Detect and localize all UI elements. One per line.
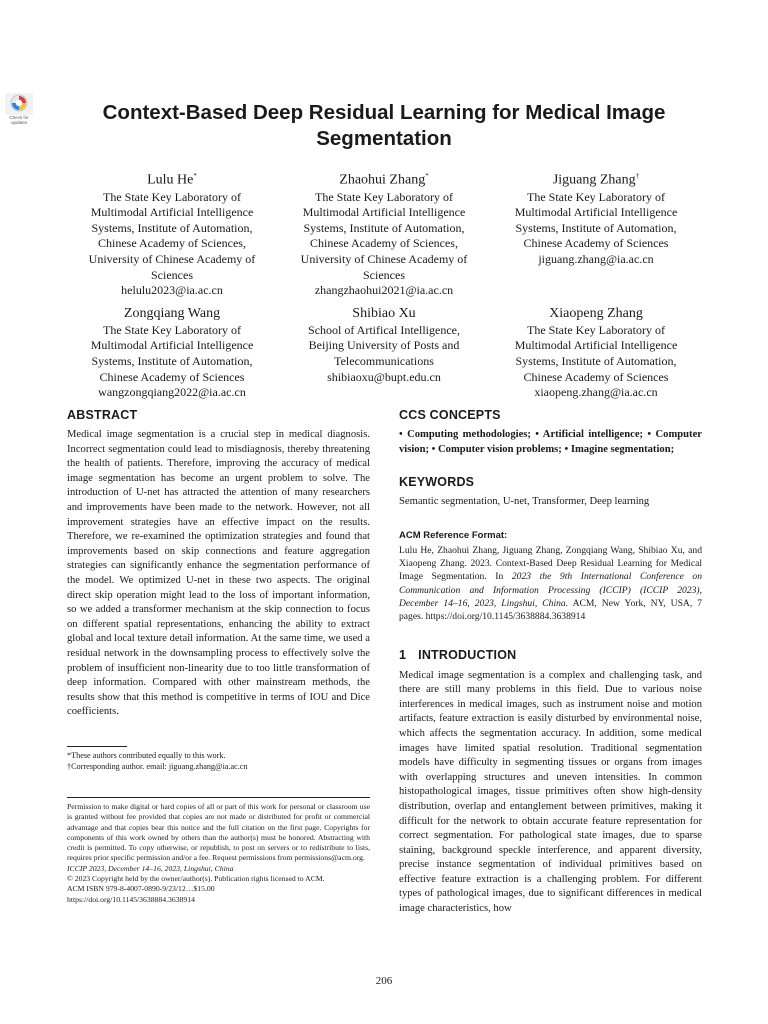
- affiliation-line: Multimodal Artificial Intelligence: [302, 205, 466, 220]
- reference-authors-title: Lulu He, Zhaohui Zhang, Jiguang Zhang, Zongqiang Wang, Shibiao Xu, and Xiaopeng Zhang. 2023. Context-Based Deep Residual Learning for Medical Image Segmentation. In: [399, 544, 702, 583]
- affiliation-line: Sciences: [151, 267, 193, 282]
- affiliation-line: Chinese Academy of Sciences: [523, 236, 669, 251]
- author-email[interactable]: shibiaoxu@bupt.edu.cn: [327, 369, 441, 384]
- permission-block: [67, 797, 370, 905]
- footnote-rule: [67, 746, 127, 747]
- author-email[interactable]: zhangzhaohui2021@ia.ac.cn: [314, 283, 454, 298]
- author-lulu-he: [66, 167, 278, 299]
- check-for-updates-icon: [5, 93, 33, 115]
- author-name-text: Zongqiang Wang: [123, 305, 221, 321]
- author-name-text: Shibiao Xu: [352, 305, 416, 321]
- isbn-line: ACM ISBN 979-8-4007-0890-9/23/12…$15.00: [67, 884, 215, 894]
- introduction-heading: [399, 648, 702, 662]
- affiliation-line: Systems, Institute of Automation,: [515, 220, 677, 235]
- affiliation-line: Systems, Institute of Automation,: [303, 220, 465, 235]
- paper-title: Context-Based Deep Residual Learning for Medical Image Segmentation: [102, 101, 666, 150]
- author-name: [66, 167, 278, 190]
- footnotes: [67, 746, 370, 772]
- keywords-heading: KEYWORDS: [399, 475, 475, 490]
- abstract-heading: ABSTRACT: [67, 408, 138, 422]
- reference-format-heading: ACM Reference Format:: [399, 529, 508, 541]
- author-name: [278, 305, 490, 323]
- author-name: [278, 167, 490, 190]
- affiliation-line: University of Chinese Academy of: [88, 252, 256, 267]
- author-mark: †: [635, 172, 640, 180]
- author-name-text: Zhaohui Zhang: [339, 172, 426, 188]
- author-xiaopeng-zhang: [490, 305, 702, 401]
- affiliation-line: Multimodal Artificial Intelligence: [90, 338, 254, 353]
- affiliation-line: Sciences: [363, 267, 405, 282]
- abstract-text: Medical image segmentation is a crucial step in medical diagnosis. Incorrect segmentation could lead to misdiagnosis, thereby threatening the health of patients. Therefore, improving the accuracy of medical image segmentation has become an urgent problem to solve. The introduction of U-net has attracted the attention of many researchers and improvements have been made to the network. However, not all improvement strategies have an effective impact on the results. Therefore, we re-examined the optimization strategies and found that improvements based on skip connections and feature aggregation strategies can significantly enhance the segmentation performance of the model. We optimized U-net in these two aspects. The original direct skip operation might lead to the loss of important information, so we added a transformer mechanism at the skip connection to focus on different spatial representations, enhancing the ability to extract global and local texture detail information. At the same time, we used a residual network in the downsampling process to effectively solve the problem of insufficient non-linearity due to too little transformation of deep information. Compared with other mainstream methods, the results show that this method is competitive in terms of IOU and Dice coefficients.: [67, 429, 370, 718]
- affiliation-line: Multimodal Artificial Intelligence: [90, 205, 254, 220]
- affiliation-line: Telecommunications: [334, 354, 434, 368]
- badge-text-line2: updates: [10, 120, 27, 125]
- keywords-text: Semantic segmentation, U-net, Transformer, Deep learning: [399, 496, 650, 508]
- affiliation-line: The State Key Laboratory of: [527, 322, 665, 337]
- right-column: [399, 408, 702, 917]
- author-shibiao-xu: [278, 305, 490, 401]
- affiliation-line: Beijing University of Posts and: [308, 338, 460, 353]
- author-block: [66, 167, 702, 401]
- affiliation-line: The State Key Laboratory of: [527, 189, 665, 204]
- left-column: [67, 408, 370, 720]
- check-for-updates-badge[interactable]: [5, 93, 33, 125]
- check-for-updates-label: [5, 115, 33, 125]
- author-name-text: Xiaopeng Zhang: [549, 305, 643, 321]
- affiliation-line: School of Artifical Intelligence,: [308, 322, 460, 337]
- author-name: [66, 305, 278, 323]
- affiliation-line: The State Key Laboratory of: [103, 322, 241, 337]
- affiliation-line: Systems, Institute of Automation,: [91, 220, 253, 235]
- copyright-line: © 2023 Copyright held by the owner/author(s). Publication rights licensed to ACM.: [67, 874, 325, 884]
- affiliation-line: The State Key Laboratory of: [103, 189, 241, 204]
- author-row-1: [66, 167, 702, 299]
- author-zongqiang-wang: [66, 305, 278, 401]
- conference-line: ICCIP 2023, December 14–16, 2023, Lingshui, China: [67, 863, 234, 873]
- affiliation-line: Chinese Academy of Sciences,: [310, 236, 458, 251]
- author-name: [490, 305, 702, 323]
- author-mark: *: [425, 172, 429, 180]
- page-number: 206: [375, 975, 393, 987]
- author-email[interactable]: helulu2023@ia.ac.cn: [121, 283, 223, 298]
- author-jiguang-zhang: [490, 167, 702, 299]
- affiliation-line: Systems, Institute of Automation,: [91, 354, 253, 368]
- badge-text-line1: Check for: [9, 115, 29, 120]
- introduction-text: Medical image segmentation is a complex and challenging task, and there are still many problems in this field. Due to various noise interferences in medical images, such as instrument noise and motion artifacts, feature extraction is easily disturbed by environmental noise, which affects the segmentation accuracy. In addition, some medical images have limited spatial resolution. Traditional segmentation models have difficulty in segmenting tissues or organs from images with overlapping structures and uneven intensities. In common histopathological images, tissue primitives often show high-density distribution, overlap and entanglement between primitives, making it difficult for the network to obtain accurate feature representation for correct segmentation. For pathological state images, due to sparse staining, background speckle interference, and apparent diversity, precise instance segmentation of individual primitives based on effective feature extraction is a challenging problem. For different types of pathological images, due to significant differences in medical image characteristics, how: [399, 669, 702, 915]
- footnote-equal-contribution: *These authors contributed equally to this work.: [67, 751, 226, 760]
- author-name: [490, 167, 702, 190]
- affiliation-line: The State Key Laboratory of: [315, 189, 453, 204]
- author-mark: *: [193, 172, 197, 180]
- affiliation-line: Multimodal Artificial Intelligence: [514, 205, 678, 220]
- author-email[interactable]: xiaopeng.zhang@ia.ac.cn: [534, 385, 658, 400]
- ccs-text: • Computing methodologies; • Artificial intelligence; • Computer vision; • Computer vision problems; • Imagine segmentation;: [399, 429, 702, 455]
- section-title: INTRODUCTION: [418, 647, 517, 662]
- section-number: 1: [399, 647, 407, 662]
- reference-publisher-doi[interactable]: ACM, New York, NY, USA, 7 pages. https://doi.org/10.1145/3638884.3638914: [399, 597, 703, 623]
- author-email[interactable]: wangzongqiang2022@ia.ac.cn: [98, 385, 246, 400]
- reference-format-text: [399, 544, 702, 624]
- author-name-text: Lulu He: [147, 172, 194, 188]
- author-email[interactable]: jiguang.zhang@ia.ac.cn: [538, 252, 654, 267]
- doi-link[interactable]: https://doi.org/10.1145/3638884.3638914: [67, 894, 195, 904]
- affiliation-line: Systems, Institute of Automation,: [515, 354, 677, 368]
- affiliation-line: Chinese Academy of Sciences,: [98, 236, 246, 251]
- affiliation-line: Multimodal Artificial Intelligence: [514, 338, 678, 353]
- permission-text: Permission to make digital or hard copies of all or part of this work for personal or classroom use is granted without fee provided that copies are not made or distributed for profit or commercial advantage and that copies bear this notice and the full citation on the first page. Copyrights for components of this work owned by others than the author(s) must be honored. Abstracting with credit is permitted. To copy otherwise, or republish, to post on servers or to redistribute to lists, requires prior specific permission and/or a fee. Request permissions from permissions@acm.org.: [67, 802, 370, 863]
- affiliation-line: Chinese Academy of Sciences: [523, 369, 669, 384]
- author-name-text: Jiguang Zhang: [552, 172, 636, 188]
- author-row-2: [66, 305, 702, 401]
- author-zhaohui-zhang: [278, 167, 490, 299]
- ccs-heading: CCS CONCEPTS: [399, 408, 501, 422]
- affiliation-line: University of Chinese Academy of: [300, 252, 468, 267]
- affiliation-line: Chinese Academy of Sciences: [99, 369, 245, 384]
- reference-venue: 2023 the 9th International Conference on Communication and Information Processing (ICCIP) (ICCIP 2023), December 14–16, 2023, Lingshui, China.: [399, 571, 703, 609]
- footnote-corresponding-author: †Corresponding author. email: jiguang.zhang@ia.ac.cn: [67, 762, 248, 771]
